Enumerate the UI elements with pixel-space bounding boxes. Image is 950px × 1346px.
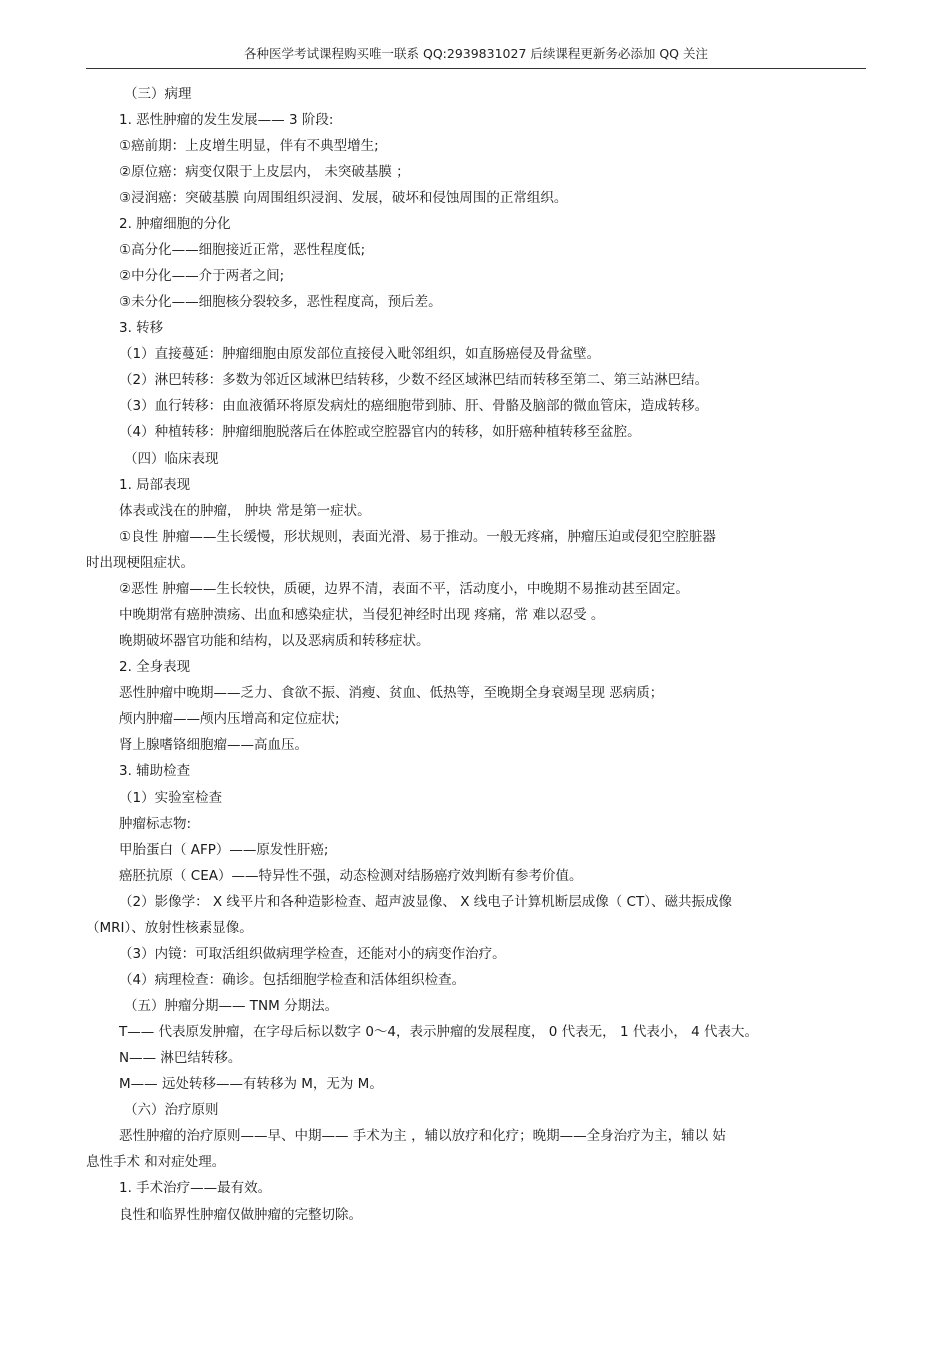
text-line: ②中分化——介于两者之间; (119, 268, 285, 284)
subheading: 3. 转移 (119, 320, 164, 336)
text-line: 颅内肿瘤——颅内压增高和定位症状; (119, 711, 340, 727)
text-line: 良性和临界性肿瘤仅做肿瘤的完整切除。 (119, 1207, 362, 1223)
text-line: （3）内镜：可取活组织做病理学检查，还能对小的病变作治疗。 (119, 946, 506, 962)
text-line: （1）实验室检查 (119, 790, 223, 806)
text-line: （2）影像学： X 线平片和各种造影检查、超声波显像、 X 线电子计算机断层成像（ CT）、磁共振成像 (119, 894, 732, 910)
text-line: ②原位癌：病变仅限于上皮层内， 未突破基膜 ； (119, 164, 410, 180)
text-line: 肿瘤标志物: (119, 816, 192, 832)
text-line: ①良性 肿瘤——生长缓慢，形状规则，表面光滑、易于推动。一般无疼痛，肿瘤压迫或侵犯空腔脏器 (119, 529, 716, 545)
text-line: N—— 淋巴结转移。 (119, 1050, 242, 1066)
text-line: （2）淋巴转移：多数为邻近区域淋巴结转移，少数不经区域淋巴结而转移至第二、第三站淋巴结。 (119, 372, 709, 388)
section-heading: （五）肿瘤分期—— TNM 分期法。 (124, 998, 339, 1014)
text-line: T—— 代表原发肿瘤，在字母后标以数字 0～4，表示肿瘤的发展程度， 0 代表无， 1 代表小， 4 代表大。 (119, 1024, 759, 1040)
text-line: 时出现梗阻症状。 (86, 555, 194, 571)
text-line: ①癌前期：上皮增生明显，伴有不典型增生; (119, 138, 379, 154)
page-header: 各种医学考试课程购买唯一联系 QQ:2939831027 后续课程更新务必添加 QQ 关注 (244, 46, 708, 61)
text-line: M—— 远处转移——有转移为 M，无为 M。 (119, 1076, 383, 1092)
header-divider (86, 68, 866, 69)
text-line: （MRI）、放射性核素显像。 (86, 920, 253, 936)
text-line: ①高分化——细胞接近正常，恶性程度低; (119, 242, 366, 258)
subheading: 2. 全身表现 (119, 659, 191, 675)
section-heading: （三）病理 (124, 86, 192, 102)
text-line: 晚期破坏器官功能和结构，以及恶病质和转移症状。 (119, 633, 430, 649)
text-line: 恶性肿瘤的治疗原则——早、中期—— 手术为主 ，辅以放疗和化疗；晚期——全身治疗为主，辅以 姑 (119, 1128, 726, 1144)
text-line: 恶性肿瘤中晚期——乏力、食欲不振、消瘦、贫血、低热等，至晚期全身衰竭呈现 恶病质； (119, 685, 664, 701)
text-line: （4）种植转移：肿瘤细胞脱落后在体腔或空腔器官内的转移，如肝癌种植转移至盆腔。 (119, 424, 641, 440)
subheading: 1. 局部表现 (119, 477, 191, 493)
subheading: 3. 辅助检查 (119, 763, 191, 779)
text-line: 中晚期常有癌肿溃疡、出血和感染症状，当侵犯神经时出现 疼痛，常 难以忍受 。 (119, 607, 605, 623)
section-heading: （六）治疗原则 (124, 1102, 219, 1118)
text-line: 肾上腺嗜铬细胞瘤——高血压。 (119, 737, 308, 753)
text-line: 息性手术 和对症处理。 (86, 1154, 226, 1170)
text-line: （1）直接蔓延：肿瘤细胞由原发部位直接侵入毗邻组织，如直肠癌侵及骨盆壁。 (119, 346, 601, 362)
text-line: （3）血行转移：由血液循环将原发病灶的癌细胞带到肺、肝、骨骼及脑部的微血管床，造成转移。 (119, 398, 709, 414)
text-line: 癌胚抗原（ CEA）——特异性不强，动态检测对结肠癌疗效判断有参考价值。 (119, 868, 583, 884)
section-heading: （四）临床表现 (124, 451, 219, 467)
text-line: ③未分化——细胞核分裂较多，恶性程度高，预后差。 (119, 294, 442, 310)
subheading: 2. 肿瘤细胞的分化 (119, 216, 231, 232)
text-line: ③浸润癌：突破基膜 向周围组织浸润、发展，破坏和侵蚀周围的正常组织。 (119, 190, 568, 206)
text-line: 体表或浅在的肿瘤， 肿块 常是第一症状。 (119, 503, 371, 519)
subheading: 1. 手术治疗——最有效。 (119, 1180, 272, 1196)
subheading: 1. 恶性肿瘤的发生发展—— 3 阶段: (119, 112, 334, 128)
text-line: 甲胎蛋白（ AFP）——原发性肝癌; (119, 842, 329, 858)
text-line: ②恶性 肿瘤——生长较快，质硬，边界不清，表面不平，活动度小，中晚期不易推动甚至固定。 (119, 581, 689, 597)
text-line: （4）病理检查：确诊。包括细胞学检查和活体组织检查。 (119, 972, 466, 988)
